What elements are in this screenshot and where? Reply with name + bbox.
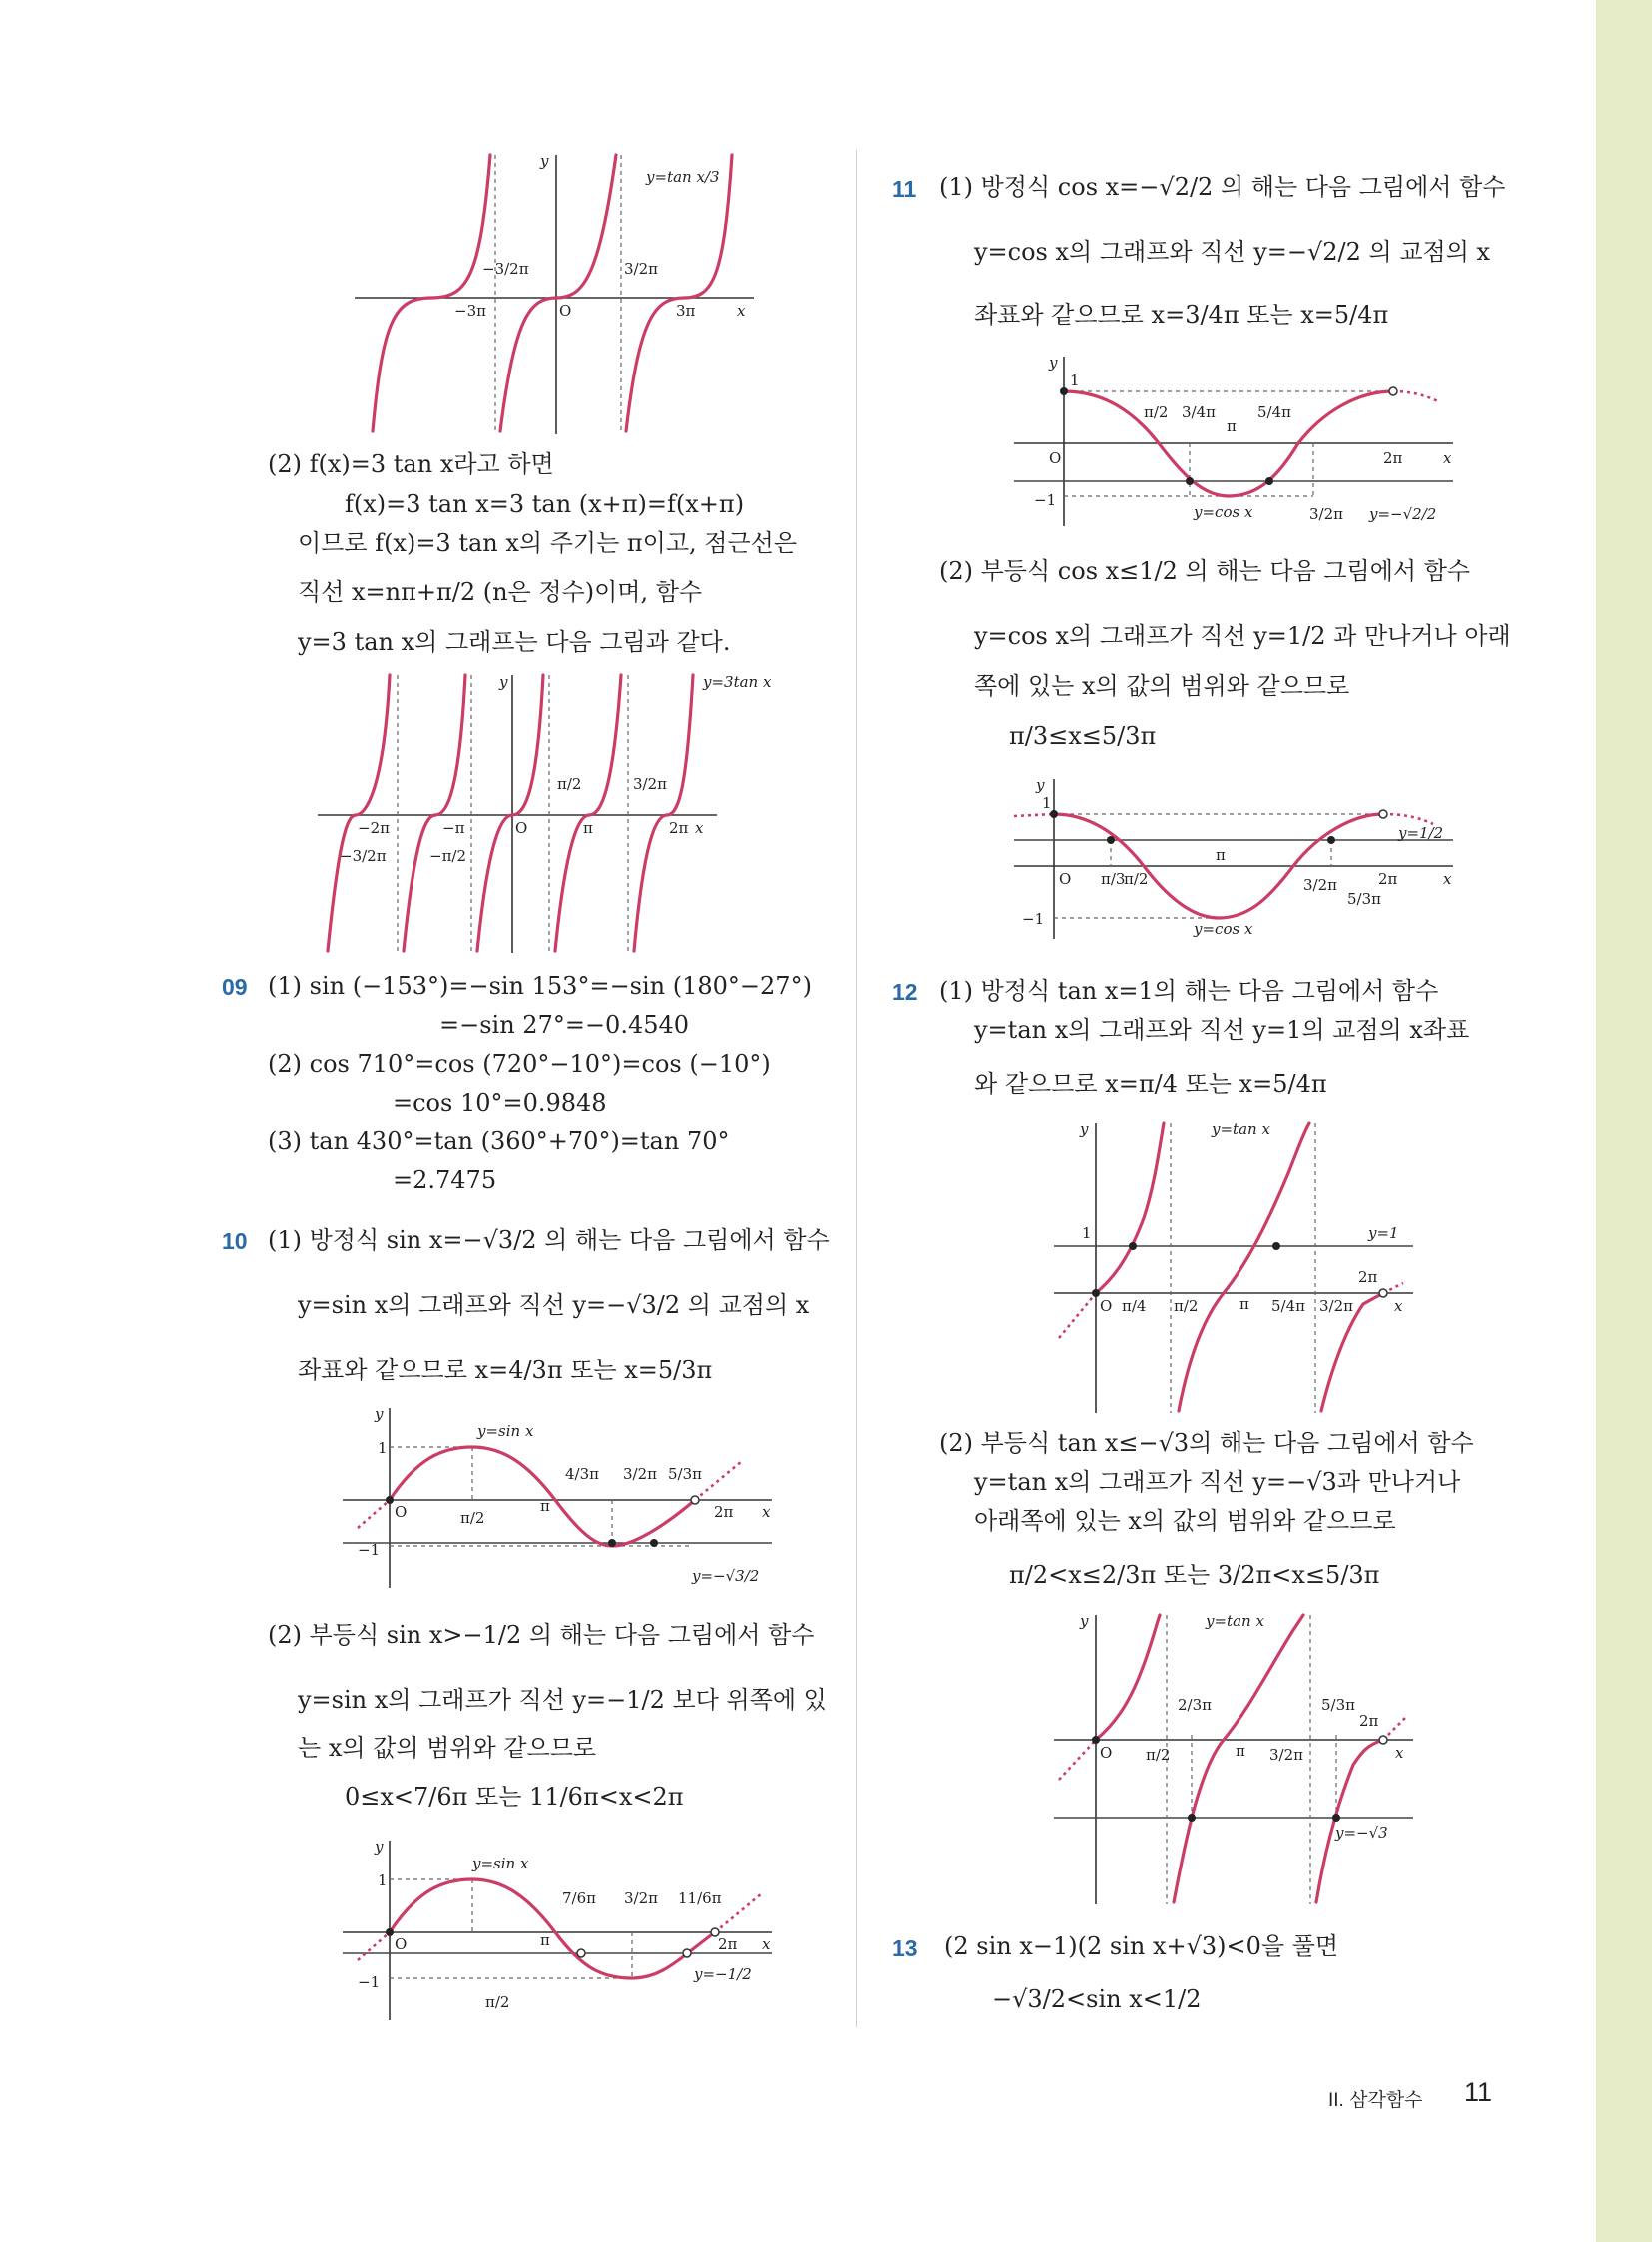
graph-label: π bbox=[1216, 846, 1226, 864]
p11-line: 쪽에 있는 x의 값의 범위와 같으므로 bbox=[974, 672, 1350, 700]
graph-label: O bbox=[1049, 449, 1062, 467]
p10-line: (2) 부등식 sin x>−1/2 의 해는 다음 그림에서 함수 bbox=[268, 1621, 815, 1649]
graph-cos-equation bbox=[1014, 352, 1463, 531]
graph-label: y=−√3/2 bbox=[692, 1567, 760, 1585]
graph-label: 7/6π bbox=[562, 1889, 596, 1907]
graph-label: y bbox=[1080, 1121, 1089, 1138]
graph-label: −1 bbox=[358, 1973, 381, 1991]
graph-label: 5/3π bbox=[668, 1465, 702, 1483]
graph-label: 3/2π bbox=[624, 1889, 658, 1907]
graph-label: O bbox=[395, 1935, 408, 1953]
p12-line: y=tan x의 그래프가 직선 y=−√3과 만나거나 bbox=[974, 1468, 1461, 1496]
p13-line: −√3/2<sin x<1/2 bbox=[992, 1985, 1202, 2013]
graph-label: 3/2π bbox=[1309, 505, 1343, 523]
p08-line: 이므로 f(x)=3 tan x의 주기는 π이고, 점근선은 bbox=[298, 529, 798, 557]
p09-line: (3) tan 430°=tan (360°+70°)=tan 70° bbox=[268, 1127, 730, 1155]
graph-label: 3/2π bbox=[1303, 876, 1337, 894]
graph-label: 2π bbox=[714, 1503, 734, 1521]
graph-label: y=3tan x bbox=[703, 673, 772, 691]
graph-label: π bbox=[540, 1497, 550, 1515]
graph-sin-equation bbox=[343, 1403, 782, 1593]
problem-number: 10 bbox=[222, 1228, 248, 1254]
p08-line: f(x)=3 tan x=3 tan (x+π)=f(x+π) bbox=[345, 490, 745, 518]
p10-line: 는 x의 값의 범위와 같으므로 bbox=[298, 1734, 597, 1762]
graph-label: y=−√2/2 bbox=[1369, 505, 1437, 523]
p09-line: (1) sin (−153°)=−sin 153°=−sin (180°−27°) bbox=[268, 972, 812, 1000]
graph-label: −π/2 bbox=[429, 847, 467, 865]
p13-line: (2 sin x−1)(2 sin x+√3)<0을 풀면 bbox=[944, 1932, 1339, 1960]
graph-label: y=1 bbox=[1368, 1224, 1399, 1242]
p09-line: =2.7475 bbox=[393, 1166, 497, 1194]
graph-label: 3/2π bbox=[633, 775, 667, 793]
graph-label: x bbox=[1443, 449, 1452, 467]
graph-label: π bbox=[583, 819, 593, 837]
graph-label: 1 bbox=[1042, 794, 1052, 812]
graph-label: π/2 bbox=[485, 1993, 510, 2011]
graph-label: x bbox=[762, 1503, 771, 1521]
p12-line: π/2<x≤2/3π 또는 3/2π<x≤5/3π bbox=[1009, 1561, 1380, 1589]
graph-label: 5/3π bbox=[1347, 890, 1381, 908]
graph-label: 3π bbox=[676, 302, 696, 320]
side-strip bbox=[1596, 0, 1652, 2242]
graph-label: y=1/2 bbox=[1398, 824, 1444, 842]
graph-label: π/2 bbox=[1174, 1297, 1199, 1315]
graph-tan-inequality bbox=[1054, 1610, 1423, 1909]
graph-label: 1 bbox=[1070, 372, 1080, 389]
graph-label: 2π bbox=[718, 1935, 738, 1953]
graph-label: π bbox=[1239, 1295, 1249, 1313]
p09-line: =−sin 27°=−0.4540 bbox=[439, 1011, 690, 1039]
p11-line: (2) 부등식 cos x≤1/2 의 해는 다음 그림에서 함수 bbox=[939, 557, 1471, 585]
graph-label: 5/4π bbox=[1271, 1297, 1305, 1315]
graph-label: π/2 bbox=[1124, 870, 1149, 888]
graph-label: x bbox=[762, 1935, 771, 1953]
graph-label: y=tan x/3 bbox=[646, 168, 720, 186]
p08-line: (2) f(x)=3 tan x라고 하면 bbox=[268, 450, 554, 478]
graph-label: y=−1/2 bbox=[694, 1965, 752, 1983]
graph-label: y bbox=[540, 152, 549, 170]
graph-label: 1 bbox=[1082, 1224, 1092, 1242]
graph-cos-inequality bbox=[1014, 774, 1463, 944]
graph-label: 2/3π bbox=[1178, 1696, 1212, 1714]
graph-label: x bbox=[1395, 1744, 1404, 1762]
graph-label: y=tan x bbox=[1206, 1612, 1264, 1630]
graph-label: y=cos x bbox=[1194, 920, 1253, 938]
graph-label: π/4 bbox=[1122, 1297, 1147, 1315]
p10-line: y=sin x의 그래프와 직선 y=−√3/2 의 교점의 x bbox=[298, 1291, 810, 1319]
graph-label: y bbox=[1049, 354, 1058, 372]
graph-tan-equation bbox=[1054, 1119, 1423, 1418]
graph-label: y bbox=[499, 673, 508, 691]
graph-label: −2π bbox=[358, 819, 390, 837]
graph-label: x bbox=[695, 819, 704, 837]
graph-label: −π bbox=[442, 819, 465, 837]
graph-label: O bbox=[1100, 1744, 1113, 1762]
graph-label: π bbox=[1227, 417, 1237, 435]
p11-line: y=cos x의 그래프가 직선 y=1/2 과 만나거나 아래 bbox=[974, 622, 1511, 650]
graph-label: π/3 bbox=[1101, 870, 1126, 888]
p12-line: (1) 방정식 tan x=1의 해는 다음 그림에서 함수 bbox=[939, 977, 1439, 1005]
p10-line: y=sin x의 그래프가 직선 y=−1/2 보다 위쪽에 있 bbox=[298, 1686, 827, 1714]
graph-tan-x-over-3 bbox=[355, 150, 764, 439]
p11-line: π/3≤x≤5/3π bbox=[1009, 722, 1157, 750]
graph-label: O bbox=[1100, 1297, 1113, 1315]
graph-label: 3/2π bbox=[623, 1465, 657, 1483]
graph-label: 5/3π bbox=[1321, 1696, 1355, 1714]
graph-label: O bbox=[1059, 870, 1072, 888]
problem-number: 09 bbox=[222, 974, 248, 1000]
graph-label: −1 bbox=[1022, 910, 1045, 928]
graph-label: −3/2π bbox=[482, 260, 529, 278]
p09-line: (2) cos 710°=cos (720°−10°)=cos (−10°) bbox=[268, 1050, 771, 1078]
graph-label: π/2 bbox=[1144, 403, 1169, 421]
column-divider bbox=[856, 150, 857, 2027]
graph-label: 2π bbox=[1358, 1268, 1378, 1286]
p09-line: =cos 10°=0.9848 bbox=[393, 1089, 607, 1117]
graph-label: O bbox=[559, 302, 572, 320]
graph-label: π/2 bbox=[460, 1509, 485, 1527]
graph-label: 5/4π bbox=[1257, 403, 1291, 421]
graph-label: π bbox=[540, 1931, 550, 1949]
p12-line: (2) 부등식 tan x≤−√3의 해는 다음 그림에서 함수 bbox=[939, 1429, 1474, 1457]
graph-label: y bbox=[1036, 776, 1045, 794]
problem-number: 12 bbox=[892, 979, 918, 1005]
graph-label: 2π bbox=[669, 819, 689, 837]
graph-label: 4/3π bbox=[565, 1465, 599, 1483]
chapter-label: II. 삼각함수 bbox=[1328, 2090, 1423, 2111]
p11-line: (1) 방정식 cos x=−√2/2 의 해는 다음 그림에서 함수 bbox=[939, 173, 1506, 201]
graph-label: 2π bbox=[1378, 870, 1398, 888]
p11-line: y=cos x의 그래프와 직선 y=−√2/2 의 교점의 x bbox=[974, 238, 1491, 266]
p12-line: 와 같으므로 x=π/4 또는 x=5/4π bbox=[974, 1070, 1327, 1098]
p12-line: 아래쪽에 있는 x의 값의 범위와 같으므로 bbox=[974, 1507, 1396, 1535]
graph-label: 3/2π bbox=[1269, 1746, 1303, 1764]
graph-label: O bbox=[395, 1503, 408, 1521]
graph-label: 3/2π bbox=[1319, 1297, 1353, 1315]
graph-label: y bbox=[1080, 1612, 1089, 1630]
graph-label: y=cos x bbox=[1194, 503, 1253, 521]
p10-line: (1) 방정식 sin x=−√3/2 의 해는 다음 그림에서 함수 bbox=[268, 1226, 830, 1254]
graph-label: π/2 bbox=[557, 775, 582, 793]
graph-label: x bbox=[737, 302, 746, 320]
problem-number: 13 bbox=[892, 1935, 918, 1961]
p10-line: 좌표와 같으므로 x=4/3π 또는 x=5/3π bbox=[298, 1356, 713, 1384]
graph-label: x bbox=[1394, 1297, 1403, 1315]
graph-label: 2π bbox=[1359, 1712, 1379, 1730]
graph-label: y bbox=[375, 1838, 384, 1856]
p11-line: 좌표와 같으므로 x=3/4π 또는 x=5/4π bbox=[974, 301, 1389, 329]
graph-label: 11/6π bbox=[678, 1889, 722, 1907]
p08-line: y=3 tan x의 그래프는 다음 그림과 같다. bbox=[298, 628, 731, 656]
graph-label: y=tan x bbox=[1212, 1121, 1270, 1138]
graph-label: −1 bbox=[358, 1541, 381, 1559]
p08-line: 직선 x=nπ+π/2 (n은 정수)이며, 함수 bbox=[298, 578, 703, 606]
p12-line: y=tan x의 그래프와 직선 y=1의 교점의 x좌표 bbox=[974, 1016, 1470, 1044]
graph-label: 1 bbox=[378, 1439, 388, 1457]
problem-number: 11 bbox=[892, 176, 917, 202]
graph-label: 3/2π bbox=[624, 260, 658, 278]
graph-label: 3/4π bbox=[1182, 403, 1216, 421]
graph-label: −3π bbox=[454, 302, 486, 320]
graph-label: y bbox=[375, 1405, 384, 1423]
page-number: 11 bbox=[1464, 2077, 1493, 2107]
graph-label: 2π bbox=[1383, 449, 1403, 467]
graph-label: y=−√3 bbox=[1335, 1824, 1388, 1842]
graph-label: y=sin x bbox=[477, 1422, 534, 1440]
graph-label: π/2 bbox=[1146, 1746, 1171, 1764]
graph-label: 1 bbox=[378, 1871, 388, 1889]
graph-label: O bbox=[515, 819, 528, 837]
graph-label: −1 bbox=[1034, 491, 1057, 509]
graph-3tan-x bbox=[318, 671, 797, 956]
graph-label: y=sin x bbox=[472, 1855, 529, 1872]
graph-label: π bbox=[1236, 1742, 1245, 1760]
graph-label: −3/2π bbox=[340, 847, 387, 865]
graph-label: x bbox=[1443, 870, 1452, 888]
p10-line: 0≤x<7/6π 또는 11/6π<x<2π bbox=[345, 1783, 684, 1811]
graph-sin-inequality bbox=[343, 1836, 782, 2025]
